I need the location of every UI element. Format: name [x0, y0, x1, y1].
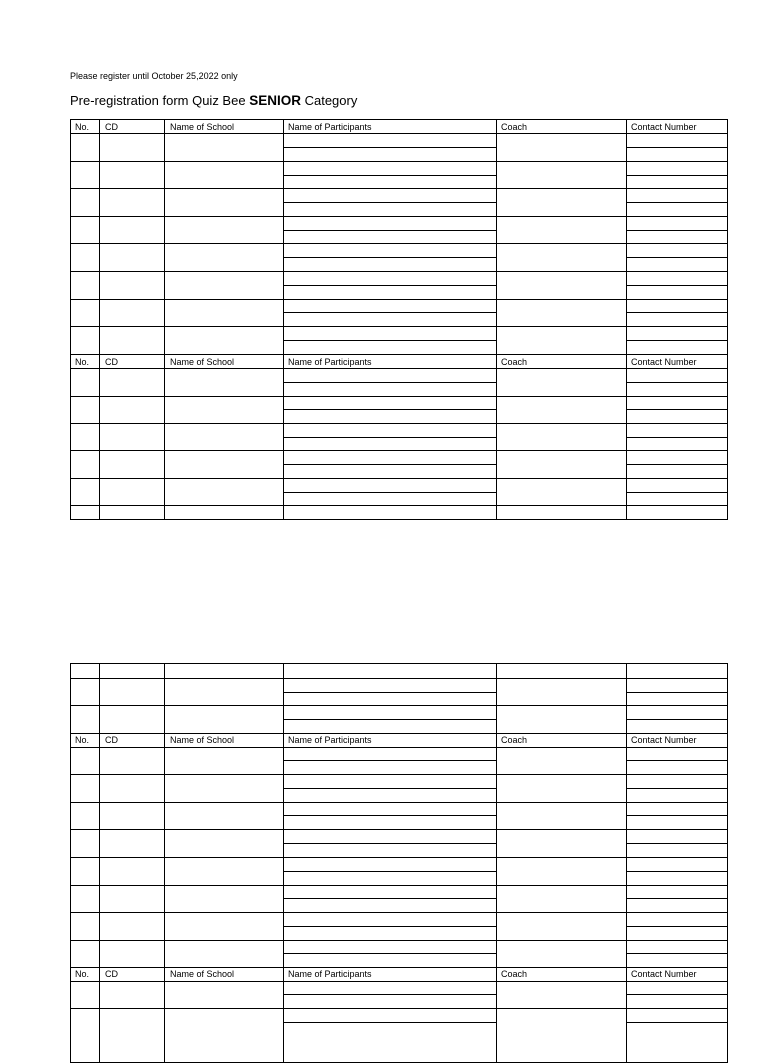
header-school: Name of School — [170, 357, 235, 367]
header-rule — [70, 747, 728, 748]
column-divider — [99, 119, 100, 520]
contact-line — [626, 340, 728, 341]
form-title-prefix: Pre-registration form Quiz Bee — [70, 93, 246, 108]
header-participants: Name of Participants — [288, 122, 372, 132]
table-border — [70, 663, 728, 1063]
header-school: Name of School — [170, 735, 235, 745]
contact-line — [626, 464, 728, 465]
contact-line — [626, 1022, 728, 1023]
participant-line — [283, 926, 496, 927]
header-no: No. — [75, 969, 90, 979]
table-border — [70, 119, 728, 520]
column-divider — [164, 119, 165, 520]
contact-line — [626, 719, 728, 720]
registration-table-2 — [70, 663, 728, 1063]
row-rule — [70, 1008, 728, 1009]
header-no: No. — [75, 122, 90, 132]
contact-line — [626, 492, 728, 493]
row-rule — [70, 505, 728, 506]
header-cd: CD — [105, 735, 118, 745]
header-school: Name of School — [170, 969, 235, 979]
header-rule — [70, 133, 728, 134]
contact-line — [626, 382, 728, 383]
header-cd: CD — [105, 969, 118, 979]
contact-line — [626, 285, 728, 286]
row-rule — [70, 940, 728, 941]
participant-line — [283, 202, 496, 203]
participant-line — [283, 1022, 496, 1023]
header-participants: Name of Participants — [288, 357, 372, 367]
form-title — [70, 92, 357, 110]
contact-line — [626, 437, 728, 438]
participant-line — [283, 437, 496, 438]
header-coach: Coach — [501, 735, 528, 745]
participant-line — [283, 953, 496, 954]
header-cd: CD — [105, 122, 118, 132]
row-rule — [70, 478, 728, 479]
row-rule — [70, 326, 728, 327]
contact-line — [626, 230, 728, 231]
column-divider — [164, 663, 165, 1063]
contact-line — [626, 871, 728, 872]
contact-line — [626, 409, 728, 410]
contact-line — [626, 760, 728, 761]
row-rule — [70, 912, 728, 913]
header-contact: Contact Number — [631, 122, 697, 132]
row-rule — [70, 188, 728, 189]
row-rule — [70, 802, 728, 803]
contact-line — [626, 953, 728, 954]
column-divider — [496, 119, 497, 520]
row-rule — [70, 299, 728, 300]
row-rule — [70, 774, 728, 775]
participant-line — [283, 257, 496, 258]
participant-line — [283, 898, 496, 899]
row-rule — [70, 967, 728, 968]
contact-line — [626, 202, 728, 203]
contact-line — [626, 815, 728, 816]
participant-line — [283, 230, 496, 231]
contact-line — [626, 147, 728, 148]
header-participants: Name of Participants — [288, 969, 372, 979]
row-rule — [70, 885, 728, 886]
participant-line — [283, 492, 496, 493]
row-rule — [70, 161, 728, 162]
participant-line — [283, 692, 496, 693]
row-rule — [70, 243, 728, 244]
row-rule — [70, 733, 728, 734]
contact-line — [626, 175, 728, 176]
participant-line — [283, 843, 496, 844]
row-rule — [70, 396, 728, 397]
participant-line — [283, 788, 496, 789]
header-cd: CD — [105, 357, 118, 367]
participant-line — [283, 382, 496, 383]
participant-line — [283, 464, 496, 465]
registration-deadline-note: Please register until October 25,2022 only — [70, 71, 238, 81]
participant-line — [283, 147, 496, 148]
participant-line — [283, 994, 496, 995]
row-rule — [70, 678, 728, 679]
row-rule — [70, 829, 728, 830]
participant-line — [283, 175, 496, 176]
header-coach: Coach — [501, 357, 528, 367]
header-participants: Name of Participants — [288, 735, 372, 745]
contact-line — [626, 692, 728, 693]
participant-line — [283, 312, 496, 313]
header-rule — [70, 368, 728, 369]
contact-line — [626, 788, 728, 789]
header-coach: Coach — [501, 122, 528, 132]
registration-table-1 — [70, 119, 728, 520]
header-school: Name of School — [170, 122, 235, 132]
contact-line — [626, 898, 728, 899]
participant-line — [283, 815, 496, 816]
column-divider — [626, 119, 627, 520]
row-rule — [70, 271, 728, 272]
column-divider — [496, 663, 497, 1063]
row-rule — [70, 354, 728, 355]
header-no: No. — [75, 357, 90, 367]
participant-line — [283, 409, 496, 410]
column-divider — [626, 663, 627, 1063]
header-contact: Contact Number — [631, 357, 697, 367]
participant-line — [283, 871, 496, 872]
contact-line — [626, 994, 728, 995]
column-divider — [99, 663, 100, 1063]
participant-line — [283, 719, 496, 720]
header-coach: Coach — [501, 969, 528, 979]
row-rule — [70, 423, 728, 424]
header-contact: Contact Number — [631, 735, 697, 745]
header-contact: Contact Number — [631, 969, 697, 979]
contact-line — [626, 312, 728, 313]
contact-line — [626, 257, 728, 258]
column-divider — [283, 663, 284, 1063]
form-title-suffix: Category — [304, 93, 358, 108]
participant-line — [283, 340, 496, 341]
form-title-category: SENIOR — [249, 93, 301, 108]
row-rule — [70, 216, 728, 217]
row-rule — [70, 857, 728, 858]
participant-line — [283, 760, 496, 761]
column-divider — [283, 119, 284, 520]
header-rule — [70, 981, 728, 982]
participant-line — [283, 285, 496, 286]
header-no: No. — [75, 735, 90, 745]
contact-line — [626, 843, 728, 844]
row-rule — [70, 450, 728, 451]
row-rule — [70, 705, 728, 706]
contact-line — [626, 926, 728, 927]
